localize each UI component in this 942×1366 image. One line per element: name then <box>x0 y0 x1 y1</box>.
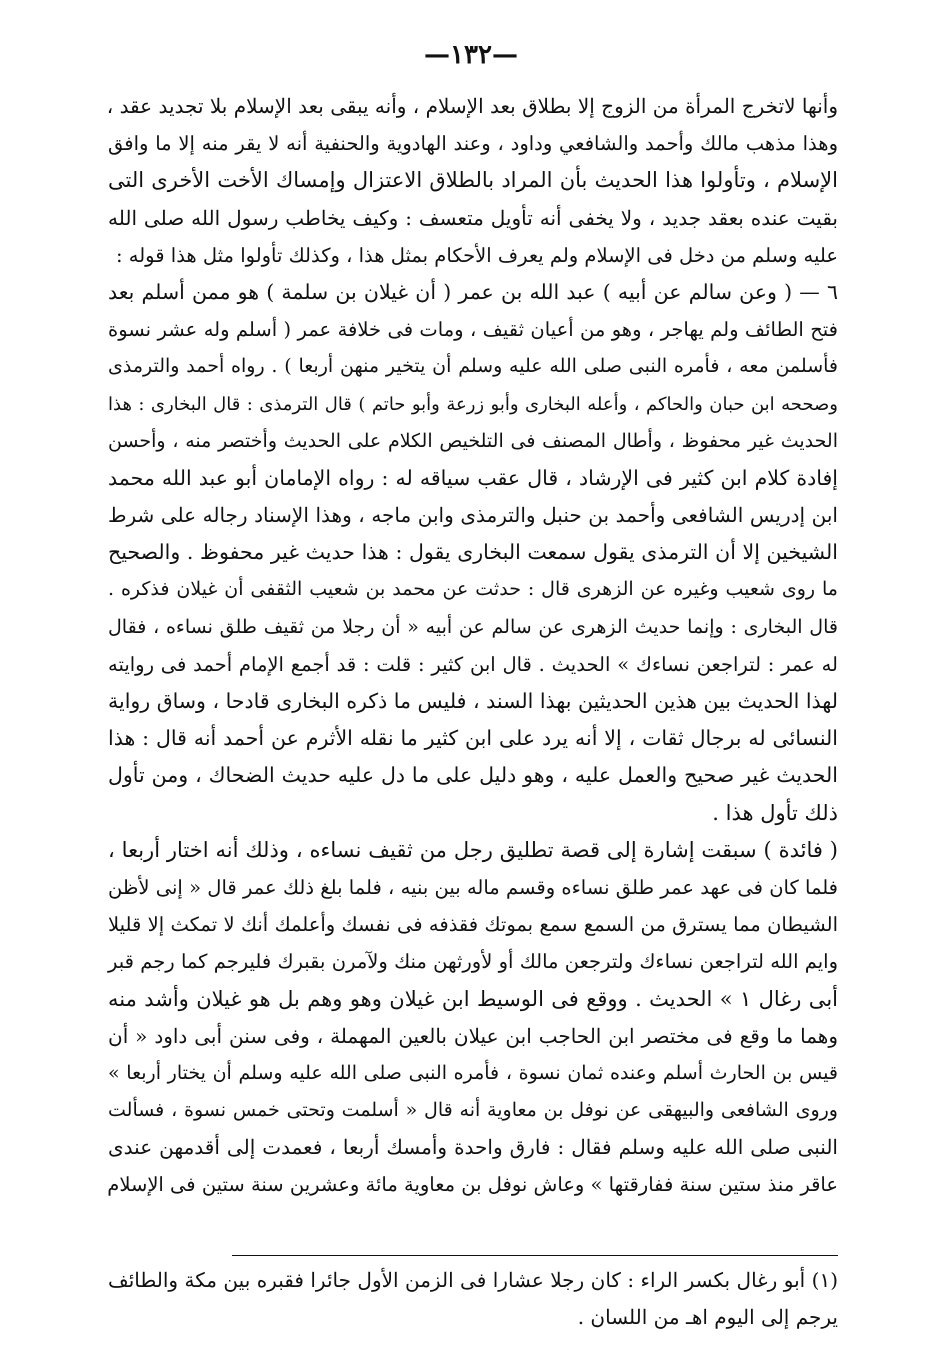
text-line: قال البخارى : وإنما حديث الزهرى عن سالم عن أبيه « أن رجلا من ثقيف طلق نساءه ، فقال <box>108 615 838 638</box>
text-line: وهذا مذهب مالك وأحمد والشافعي وداود ، وعند الهادوية والحنفية أنه لا يقر منه إلا ما وافق <box>108 132 838 156</box>
text-line: الشيخين إلا أن الترمذى يقول سمعت البخارى يقول : هذا حديث غير محفوظ . والصحيح <box>108 540 838 565</box>
text-line: ما روى شعيب وغيره عن الزهرى قال : حدثت عن محمد بن شعيب الثقفى أن غيلان فذكره . <box>108 578 838 601</box>
text-line: له عمر : لتراجعن نساءك » الحديث . قال ابن كثير : قلت : قد أجمع الإمام أحمد فى روايته <box>108 652 838 676</box>
text-line: فأسلمن معه ، فأمره النبى صلى الله عليه وسلم أن يتخير منهن أربعا ) . رواه أحمد والترمذى <box>108 355 838 378</box>
text-line: الحديث غير محفوظ ، وأطال المصنف فى التلخيص الكلام على الحديث وأختصر منه ، وأحسن <box>108 429 838 452</box>
text-line: النبى صلى الله عليه وسلم فقال : فارق واحدة وأمسك أربعا ، فعمدت إلى أقدمهن عندى <box>108 1135 838 1160</box>
text-line: فتح الطائف ولم يهاجر ، وهو من أعيان ثقيف ، ومات فى خلافة عمر ( أسلم وله عشر نسوة <box>108 318 839 342</box>
text-line: النسائى له برجال ثقات ، إلا أنه يرد على ابن كثير ما نقله الأثرم عن أحمد أنه قال : هذا <box>108 726 838 751</box>
text-line: الحديث غير صحيح والعمل عليه ، وهو دليل على ما دل عليه حديث الضحاك ، ومن تأول <box>108 763 838 788</box>
text-line: ذلك تأول هذا . <box>712 800 838 825</box>
text-line: عاقر منذ ستين سنة ففارقتها » وعاش نوفل بن معاوية مائة وعشرين سنة ستين فى الإسلام <box>107 1173 838 1197</box>
text-line: إفادة كلام ابن كثير فى الإرشاد ، قال عقب سياقه له : رواه الإمامان أبو عبد الله محمد <box>108 465 838 490</box>
text-line: أبى رغال ١ » الحديث . ووقع فى الوسيط ابن غيلان وهو وهم بل هو غيلان وأشد منه <box>108 986 838 1011</box>
text-line: ابن إدريس الشافعى وأحمد بن حنبل والترمذى وابن ماجه ، وهذا الإسناد رجاله على شرط <box>108 503 838 528</box>
text-line: وهما ما وقع فى مختصر ابن الحاجب ابن عيلان بالعين المهملة ، وفى سنن أبى داود « أن <box>108 1023 838 1048</box>
text-line: لهذا الحديث بين هذين الحديثين بهذا السند ، فليس ما ذكره البخارى قادحا ، وساق رواية <box>108 689 838 713</box>
text-line: بقيت عنده بعقد جديد ، ولا يخفى أنه تأويل متعسف : وكيف يخاطب رسول الله صلى الله <box>108 205 838 230</box>
text-line: قيس بن الحارث أسلم وعنده ثمان نسوة ، فأمره النبى صلى الله عليه وسلم أن يختار أربعا » <box>108 1061 838 1084</box>
text-line: الشيطان مما يسترق من السمع سمع بموتك فقذفه فى نفسك وأعلمك أنك لا تمكث إلا قليلا <box>108 913 838 937</box>
footnote-divider <box>232 1255 838 1256</box>
text-line: ( فائدة ) سبقت إشارة إلى قصة تطليق رجل من ثقيف نساءه ، وذلك أنه اختار أربعا ، <box>108 837 838 862</box>
text-line: فلما كان فى عهد عمر طلق نساءه وقسم ماله بين بنيه ، فلما بلغ ذلك عمر قال « إنى لأظن <box>108 875 838 899</box>
text-line: وأنها لاتخرج المرأة من الزوج إلا بطلاق بعد الإسلام ، وأنه يبقى بعد الإسلام بلا تجديد عقد ، <box>106 94 838 118</box>
footnote-line: يرجم إلى اليوم اهـ من اللسان . <box>577 1305 838 1329</box>
main-text <box>108 88 838 1204</box>
text-line: وايم الله لتراجعن نساءك ولترجعن مالك أو لأورثهن منك ولآمرن بقبرك فليرجم كما رجم قبر <box>108 950 838 974</box>
text-line: ٦ — ( وعن سالم عن أبيه ) عبد الله بن عمر ( أن غيلان بن سلمة ) هو ممن أسلم بعد <box>108 279 838 304</box>
page-number: —١٣٢— <box>424 40 518 70</box>
text-line: وروى الشافعى والبيهقى عن نوفل بن معاوية أنه قال « أسلمت وتحتى خمس نسوة ، فسألت <box>108 1099 838 1122</box>
text-line: عليه وسلم من دخل فى الإسلام ولم يعرف الأحكام بمثل هذا ، وكذلك تأولوا مثل هذا قوله : <box>116 243 838 267</box>
text-line: وصححه ابن حبان والحاكم ، وأعله البخارى وأبو زرعة وأبو حاتم ) قال الترمذى : قال البخارى : هذا <box>108 393 838 415</box>
text-line: الإسلام ، وتأولوا هذا الحديث بأن المراد بالطلاق الاعتزال وإمساك الأخت الأخرى التى <box>108 168 838 193</box>
footnote-line: (١) أبو رغال بكسر الراء : كان رجلا عشارا فى الزمن الأول جائرا فقبره بين مكة والطائف <box>108 1268 838 1292</box>
footnotes <box>108 1262 838 1336</box>
